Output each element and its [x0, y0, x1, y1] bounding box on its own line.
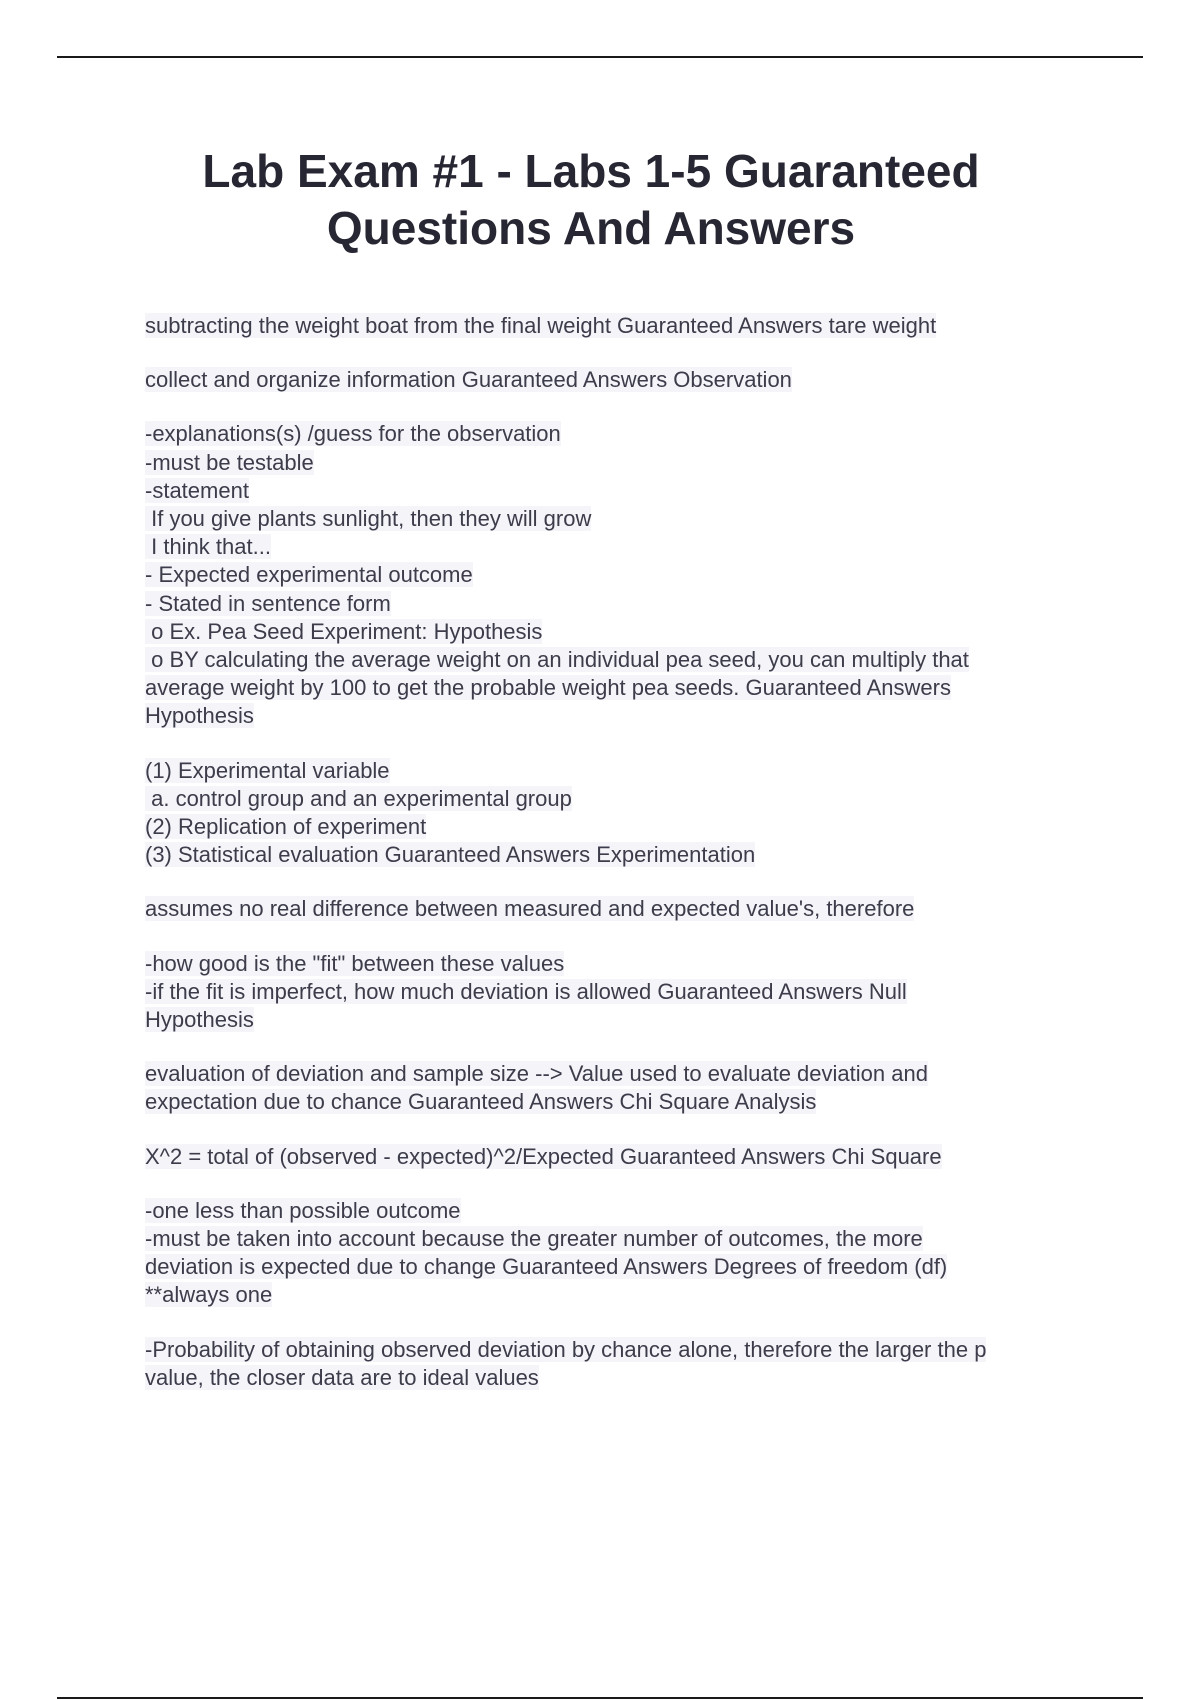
bottom-rule [57, 1697, 1143, 1699]
qa-line: a. control group and an experimental group [145, 785, 572, 811]
qa-line: Hypothesis [145, 703, 254, 729]
qa-line: If you give plants sunlight, then they will grow [145, 506, 592, 532]
qa-line: -explanations(s) /guess for the observation [145, 421, 561, 447]
qa-line: -must be taken into account because the greater number of outcomes, the more [145, 1226, 923, 1252]
qa-line: average weight by 100 to get the probable weight pea seeds. Guaranteed Answers [145, 675, 951, 701]
qa-line: (1) Experimental variable [145, 757, 390, 783]
qa-line: (2) Replication of experiment [145, 814, 427, 840]
top-rule [57, 56, 1143, 58]
qa-entry [145, 1197, 1075, 1310]
qa-line: X^2 = total of (observed - expected)^2/Expected Guaranteed Answers Chi Square [145, 1143, 942, 1169]
qa-line: expectation due to chance Guaranteed Answers Chi Square Analysis [145, 1089, 817, 1115]
qa-entry [145, 1336, 1075, 1392]
qa-entry [145, 757, 1075, 870]
document-title [145, 143, 1037, 257]
qa-line: -one less than possible outcome [145, 1197, 461, 1223]
qa-line: **always one [145, 1282, 273, 1308]
title-line-1: Lab Exam #1 - Labs 1-5 Guaranteed [202, 145, 980, 197]
qa-entry [145, 1060, 1075, 1116]
qa-line: -statement [145, 477, 249, 503]
qa-entry [145, 366, 1075, 394]
qa-entry [145, 420, 1075, 730]
qa-entry [145, 950, 1075, 1035]
qa-line: collect and organize information Guaranteed Answers Observation [145, 367, 792, 393]
qa-line: subtracting the weight boat from the final weight Guaranteed Answers tare weight [145, 313, 937, 338]
qa-line: o BY calculating the average weight on an individual pea seed, you can multiply that [145, 647, 969, 673]
qa-line: evaluation of deviation and sample size --> Value used to evaluate deviation and [145, 1061, 928, 1087]
qa-line: I think that... [145, 534, 271, 560]
qa-line: - Stated in sentence form [145, 590, 391, 616]
qa-line: deviation is expected due to change Guaranteed Answers Degrees of freedom (df) [145, 1254, 948, 1280]
qa-list [145, 312, 1075, 1418]
qa-entry [145, 312, 1075, 340]
qa-line: o Ex. Pea Seed Experiment: Hypothesis [145, 618, 543, 644]
qa-line: -how good is the "fit" between these values [145, 950, 565, 976]
qa-line: - Expected experimental outcome [145, 562, 473, 588]
qa-line: assumes no real difference between measured and expected value's, therefore [145, 896, 915, 922]
qa-entry [145, 1143, 1075, 1171]
qa-entry [145, 895, 1075, 923]
qa-line: Hypothesis [145, 1007, 254, 1033]
qa-line: -must be testable [145, 449, 314, 475]
title-line-2: Questions And Answers [326, 202, 856, 254]
qa-line: (3) Statistical evaluation Guaranteed Answers Experimentation [145, 842, 756, 868]
qa-line: -Probability of obtaining observed deviation by chance alone, therefore the larger the p [145, 1336, 987, 1362]
qa-line: value, the closer data are to ideal values [145, 1364, 539, 1390]
qa-line: -if the fit is imperfect, how much deviation is allowed Guaranteed Answers Null [145, 978, 907, 1004]
